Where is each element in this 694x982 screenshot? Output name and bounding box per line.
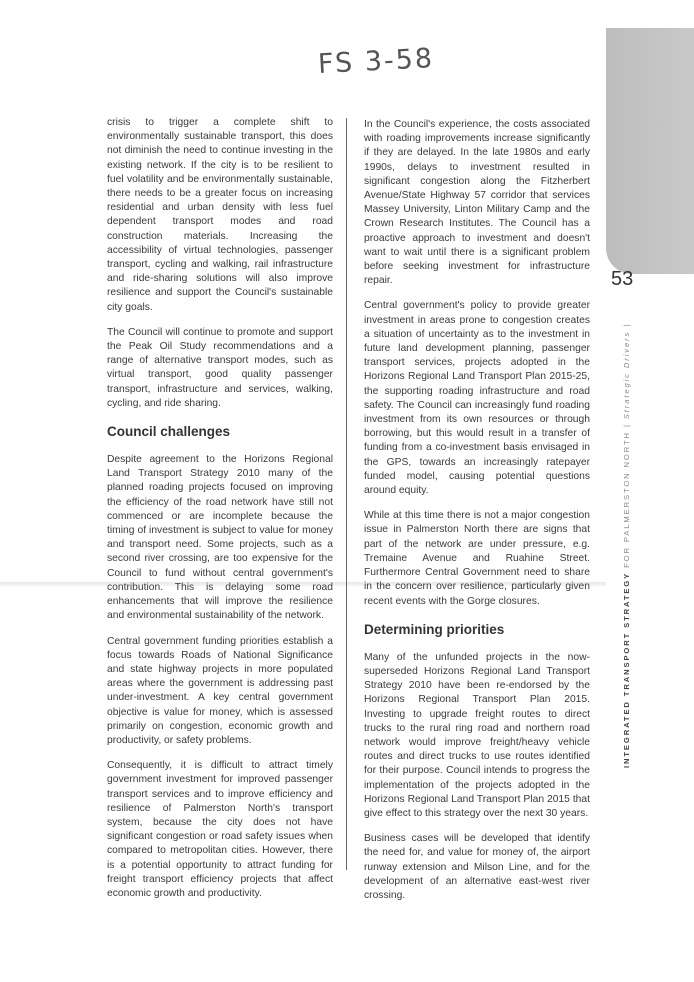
right-paragraph-3: While at this time there is not a major congestion issue in Palmerston North there are signs that part of the network are under pressure, e.g. Tremaine Avenue and Ruahine Street. Furthermore Central Government need to share in the concern over resilience, particularly given recent events with the Gorge closures. bbox=[364, 510, 590, 607]
right-column bbox=[364, 118, 590, 914]
section-heading-determining-priorities: Determining priorities bbox=[364, 621, 505, 637]
left-paragraph-2: The Council will continue to promote and support the Peak Oil Study recommendations and a range of alternative transport modes, such as virtual transport, good quality passenger transport, infrastructure and services, walking, cycling, and ride sharing. bbox=[107, 326, 333, 409]
side-banner bbox=[622, 298, 631, 768]
right-paragraph-1: In the Council's experience, the costs associated with roading improvements increase significantly if they are delayed. In the late 1980s and early 1990s, delays to investment resulted in significant congestion along the Fitzherbert Avenue/State Highway 57 corridor that services Massey University, Linton Military Camp and the Crown Research Institutes. The Council has a proactive approach to investment and doesn't want to wait until there is a significant problem before seeking investment for infrastructure repair. bbox=[364, 119, 590, 287]
handwritten-annotation: FS 3-58 bbox=[317, 42, 435, 81]
page-number: 53 bbox=[611, 268, 634, 290]
side-banner-subtitle: FOR PALMERSTON NORTH bbox=[622, 431, 631, 568]
column-divider bbox=[346, 118, 347, 870]
left-paragraph-3: Despite agreement to the Horizons Regional Land Transport Strategy 2010 many of the planned roading projects focused on improving the efficiency of the road network have still not commenced or are incomplete because the timing of investment is subject to value for money and transport need. Some projects, such as a second river crossing, are too expensive for the Council to fund without central government's contribution. This is delaying some road enhancements that will improve the resilience and environmental sustainability of the network. bbox=[107, 454, 333, 622]
right-paragraph-2: Central government's policy to provide greater investment in areas prone to congestion creates a situation of uncertainty as to the investment in future land development planning, passenger transport services, projects adopted in the Horizons Regional Land Transport Plan 2015-25, the supporting roading infrastructure and road safety. The Council can increasingly fund roading investment from its own resources or through borrowing, but this would result in a transfer of funding from a co-investment basis envisaged in the GPS, towards an increasingly ratepayer funded model, causing potential questions around equity. bbox=[364, 300, 590, 497]
left-column bbox=[107, 116, 333, 912]
left-paragraph-1: crisis to trigger a complete shift to environmentally sustainable transport, this does not diminish the need to continue investing in the existing network. If the city is to be resilient to fuel volatility and be environmentally sustainable, there needs to be a greater focus on increasing residential and urban density with less fuel dependent transport modes and road construction materials. Increasing the accessibility of virtual technologies, passenger transport, cycling and walking, rail infrastructure and ride-sharing solutions will also improve resilience and support the Council's sustainable city goals. bbox=[107, 117, 333, 313]
left-paragraph-5: Consequently, it is difficult to attract timely government investment for improved passenger transport services and to improve efficiency and resilience of Palmerston North's transport system, because the city does not have significant congestion or road safety issues when compared to metropolitan cities. However, there is a potential opportunity to attract funding for freight transport efficiency projects that affect economic growth and productivity. bbox=[107, 760, 333, 899]
right-paragraph-5: Business cases will be developed that identify the need for, and value for money of, the airport runway extension and Milson Line, and for the development of an alternative east-west river crossing. bbox=[364, 833, 590, 901]
side-banner-section: | Strategic Drivers | bbox=[622, 322, 631, 428]
left-paragraph-4: Central government funding priorities establish a focus towards Roads of National Significance and state highway projects in more populated areas where the government is addressing past under-investment. A key central government objective is value for money, which is assessed primarily on congestion, economic growth and productivity, or safety problems. bbox=[107, 635, 333, 746]
side-tab-decoration bbox=[606, 28, 694, 274]
right-paragraph-4: Many of the unfunded projects in the now-superseded Horizons Regional Land Transport Strategy 2010 have been re-endorsed by the Horizons Regional Transport Plan 2015. Investing to upgrade freight routes to direct trucks to the rural ring road and northern road network would improve freight/heavy vehicle routes and direct trucks to use routes identified for their purpose. Council intends to progress the implementation of the projects adopted in the Horizons Regional Land Transport Plan 2015 that give effect to this strategy over the next 30 years. bbox=[364, 651, 590, 819]
side-banner-title: INTEGRATED TRANSPORT STRATEGY bbox=[622, 571, 631, 768]
section-heading-council-challenges: Council challenges bbox=[107, 424, 231, 440]
